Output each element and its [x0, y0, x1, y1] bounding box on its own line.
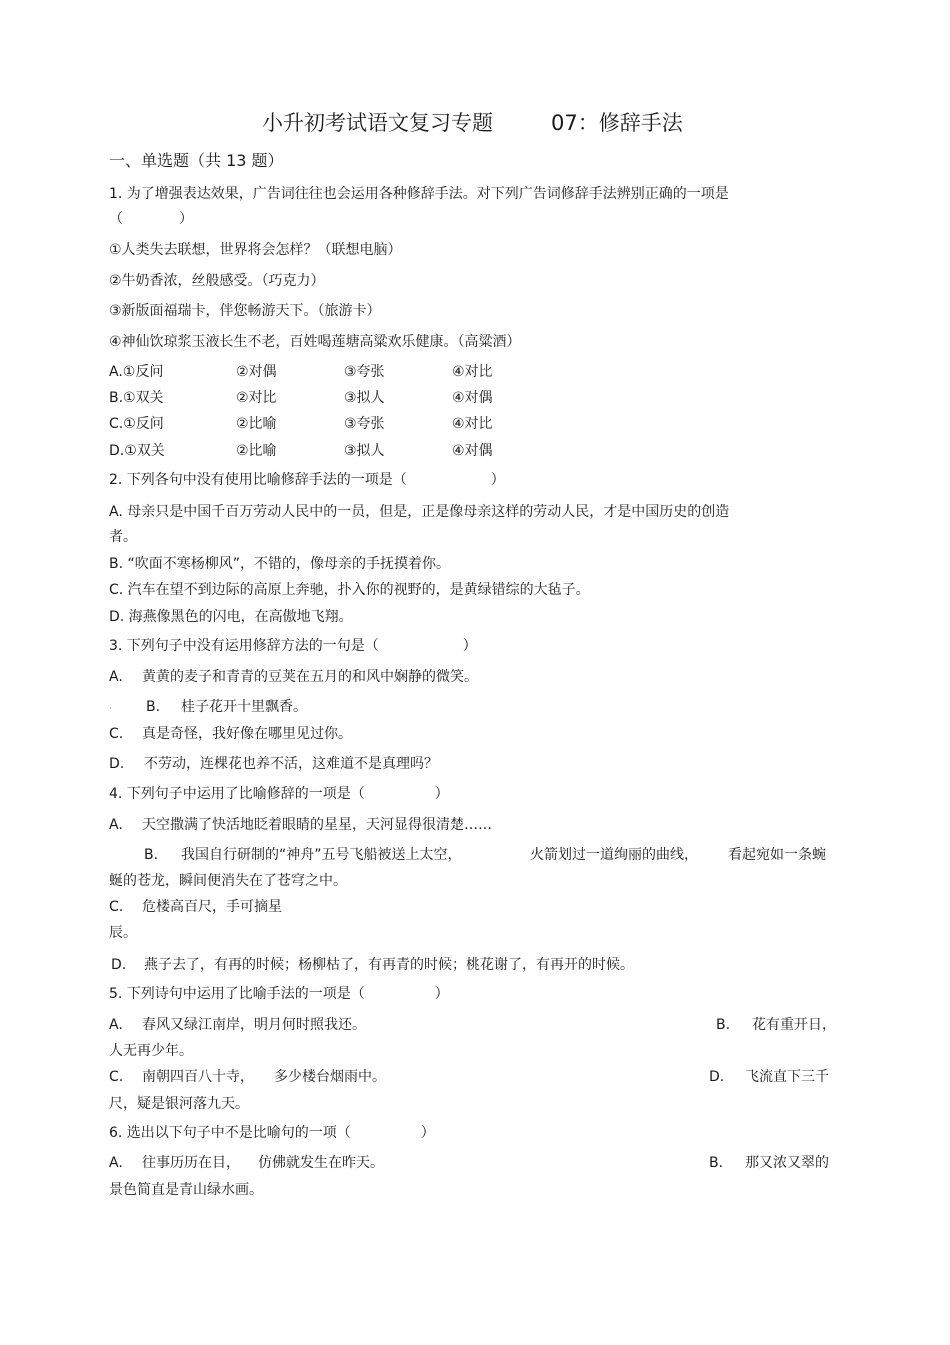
q2-option-c: C. 汽车在望不到边际的高原上奔驰，扑入你的视野的，是黄绿错综的大毡子。 — [109, 582, 590, 598]
q1-option-c-col4: ④对比 — [452, 416, 493, 432]
q1-option-b-col4: ④对偶 — [452, 390, 493, 406]
q1-option-b-col1: B.①双关 — [109, 390, 164, 406]
q3-option-d-label: D. — [109, 756, 125, 772]
q1-item-3: ③新版面福瑞卡，伴您畅游天下。（旅游卡） — [109, 303, 381, 319]
q4-option-c-label: C. — [109, 899, 124, 915]
q4-stem: 4. 下列句子中运用了比喻修辞的一项是（ ） — [109, 786, 449, 802]
q1-option-a-col1: A.①反问 — [109, 364, 164, 380]
q1-option-d-col3: ③拟人 — [344, 443, 385, 459]
q4-option-a-text: 天空撒满了快活地眨着眼睛的星星，天河显得很清楚…… — [142, 817, 492, 833]
q1-option-a-col4: ④对比 — [452, 364, 493, 380]
q5-option-d-line1: 飞流直下三千 — [745, 1069, 829, 1085]
q4-option-a-label: A. — [109, 817, 123, 833]
q1-option-c-col2: ②比喻 — [236, 416, 277, 432]
q1-option-c-col3: ③夸张 — [344, 416, 385, 432]
q3-option-b-text: 桂子花开十里飘香。 — [181, 699, 307, 715]
q6-option-b-line2: 景色简直是青山绿水画。 — [109, 1182, 263, 1198]
q5-option-d-label: D. — [709, 1069, 725, 1085]
q1-option-b-col2: ②对比 — [236, 390, 277, 406]
q1-option-c-col1: C.①反问 — [109, 416, 164, 432]
q1-answer-blank: （ ） — [109, 211, 193, 227]
q1-option-d-col4: ④对偶 — [452, 443, 493, 459]
q6-option-a-part2: 仿佛就发生在昨天。 — [258, 1155, 384, 1171]
q3-option-c-text: 真是奇怪，我好像在哪里见过你。 — [142, 726, 352, 742]
q3-option-a-text: 黄黄的麦子和青青的豆荚在五月的和风中娴静的微笑。 — [142, 669, 478, 685]
q5-option-a-label: A. — [109, 1017, 123, 1033]
q6-option-b-label: B. — [709, 1155, 724, 1171]
q1-option-b-col3: ③拟人 — [344, 390, 385, 406]
q5-option-b-label: B. — [716, 1017, 731, 1033]
q1-option-a-col2: ②对偶 — [236, 364, 277, 380]
q2-option-a-line2: 者。 — [109, 529, 137, 545]
doc-title-part1: 小升初考试语文复习专题 — [262, 111, 493, 135]
q1-option-d-col1: D.①双关 — [109, 443, 165, 459]
q3-option-b-label: B. — [146, 699, 161, 715]
q4-option-c-line1: 危楼高百尺，手可摘星 — [142, 899, 282, 915]
q4-option-d-label: D. — [111, 957, 127, 973]
q1-option-a-col3: ③夸张 — [344, 364, 385, 380]
q3-option-c-label: C. — [109, 726, 124, 742]
q4-option-b-part2: 火箭划过一道绚丽的曲线， — [530, 847, 698, 863]
q6-stem: 6. 选出以下句子中不是比喻句的一项（ ） — [109, 1125, 435, 1141]
q2-option-d: D. 海燕像黑色的闪电，在高傲地飞翔。 — [109, 609, 353, 625]
q1-item-1: ①人类失去联想，世界将会怎样？（联想电脑） — [109, 242, 402, 258]
q6-option-a-part1: 往事历历在目， — [142, 1155, 240, 1171]
q5-option-a-text: 春风又绿江南岸，明月何时照我还。 — [142, 1017, 366, 1033]
q5-option-b-line1: 花有重开日， — [752, 1017, 836, 1033]
q4-option-b-label: B. — [144, 847, 159, 863]
q4-option-b-continuation: 蜒的苍龙，瞬间便消失在了苍穹之中。 — [109, 873, 347, 889]
q1-stem: 1. 为了增强表达效果，广告词往往也会运用各种修辞手法。对下列广告词修辞手法辨别正确的一项是 — [109, 186, 729, 202]
q1-item-2: ②牛奶香浓，丝般感受。（巧克力） — [109, 273, 325, 289]
q4-option-b-part1: 我国自行研制的“神舟”五号飞船被送上太空， — [181, 847, 462, 863]
q2-option-b: B. “吹面不寒杨柳风”，不错的，像母亲的手抚摸着你。 — [109, 556, 451, 572]
q3-option-d-text: 不劳动，连棵花也养不活，这难道不是真理吗？ — [144, 756, 438, 772]
q5-option-c-part1: 南朝四百八十寺， — [142, 1069, 254, 1085]
q4-option-d-text: 燕子去了，有再的时候；杨柳枯了，有再青的时候；桃花谢了，有再开的时候。 — [144, 957, 634, 973]
q1-option-d-col2: ②比喻 — [236, 443, 277, 459]
q2-option-a-line1: A. 母亲只是中国千百万劳动人民中的一员，但是，正是像母亲这样的劳动人民，才是中国历史的创造 — [109, 504, 730, 520]
doc-title-part2: 07：修辞手法 — [551, 111, 683, 135]
q3-stem: 3. 下列句子中没有运用修辞方法的一句是（ ） — [109, 638, 477, 654]
q5-option-d-line2: 尺，疑是银河落九天。 — [109, 1096, 249, 1112]
q6-option-a-label: A. — [109, 1155, 123, 1171]
q3-option-a-label: A. — [109, 669, 123, 685]
q5-stem: 5. 下列诗句中运用了比喻手法的一项是（ ） — [109, 986, 449, 1002]
q5-option-c-label: C. — [109, 1069, 124, 1085]
q1-item-4: ④神仙饮琼浆玉液长生不老，百姓喝莲塘高粱欢乐健康。（高粱酒） — [109, 334, 521, 350]
q4-option-c-line2: 辰。 — [109, 925, 137, 941]
q2-stem: 2. 下列各句中没有使用比喻修辞手法的一项是（ ） — [109, 472, 505, 488]
q6-option-b-line1: 那又浓又翠的 — [745, 1155, 829, 1171]
section-heading: 一、单选题（共 13 题） — [109, 151, 284, 170]
q3-option-b-mark: · — [109, 704, 112, 714]
q5-option-b-line2: 人无再少年。 — [109, 1043, 193, 1059]
q5-option-c-part2: 多少楼台烟雨中。 — [274, 1069, 386, 1085]
q4-option-b-part3: 看起宛如一条蜿 — [728, 847, 826, 863]
